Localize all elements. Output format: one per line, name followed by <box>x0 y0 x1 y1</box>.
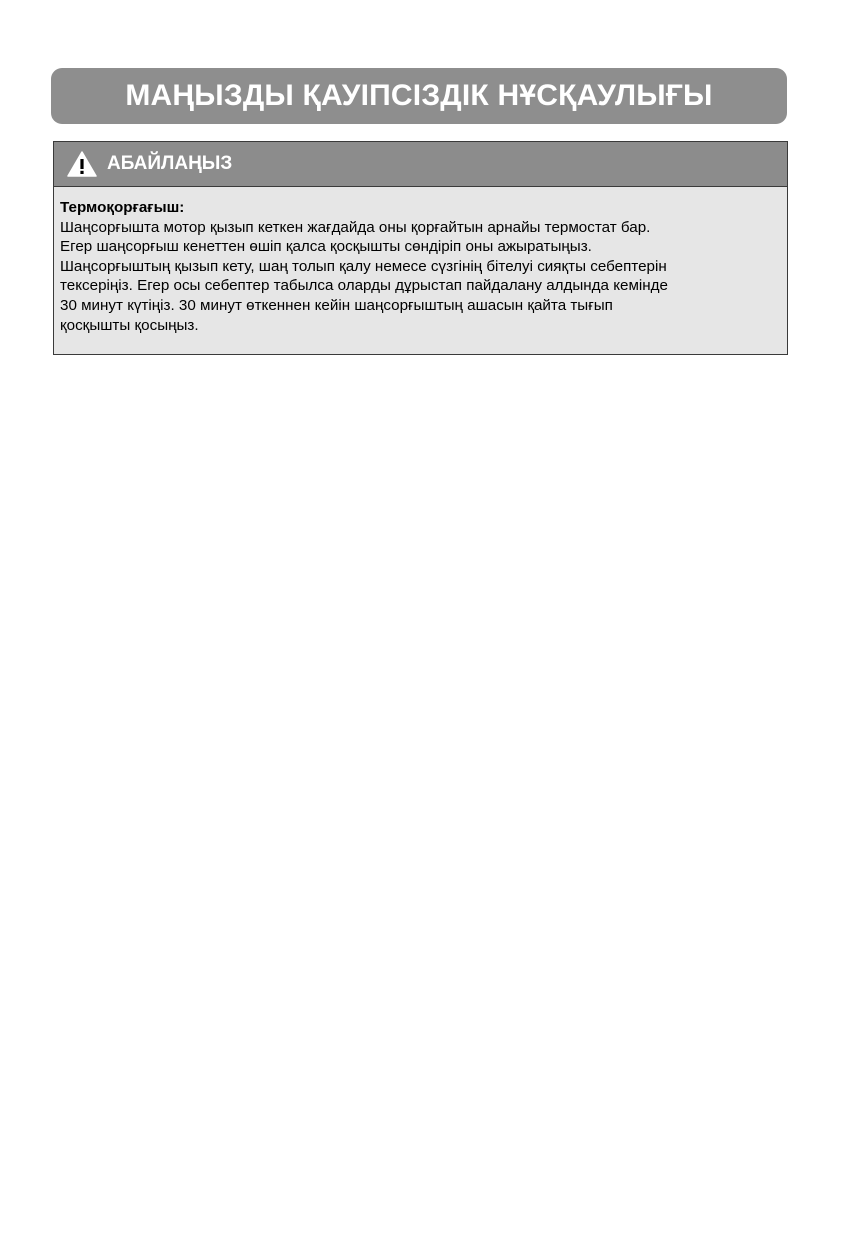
warning-subheading: Термоқорғағыш: <box>60 199 185 216</box>
warning-line: Егер шаңсорғыш кенеттен өшіп қалса қосқышты сөндіріп оны ажыратыңыз. <box>60 238 592 256</box>
warning-header <box>54 142 787 187</box>
warning-line: тексеріңіз. Егер осы себептер табылса оларды дұрыстап пайдалану алдында кемінде <box>60 277 668 295</box>
warning-body <box>54 187 787 335</box>
warning-line: қосқышты қосыңыз. <box>60 316 199 334</box>
warning-line: Шаңсорғыштың қызып кету, шаң толып қалу немесе сүзгінің бітелуі сияқты себептерін <box>60 257 667 275</box>
page-title: МАҢЫЗДЫ ҚАУІПСІЗДІК НҰСҚАУЛЫҒЫ <box>125 79 713 112</box>
warning-line: Шаңсорғышта мотор қызып кеткен жағдайда оны қорғайтын арнайы термостат бар. <box>60 218 651 236</box>
warning-line: 30 минут күтіңіз. 30 минут өткеннен кейін шаңсорғыштың ашасын қайта тығып <box>60 296 613 314</box>
warning-title: АБАЙЛАҢЫЗ <box>107 153 233 174</box>
warning-triangle-icon <box>67 151 97 177</box>
title-banner <box>51 68 787 124</box>
warning-box <box>53 141 788 355</box>
